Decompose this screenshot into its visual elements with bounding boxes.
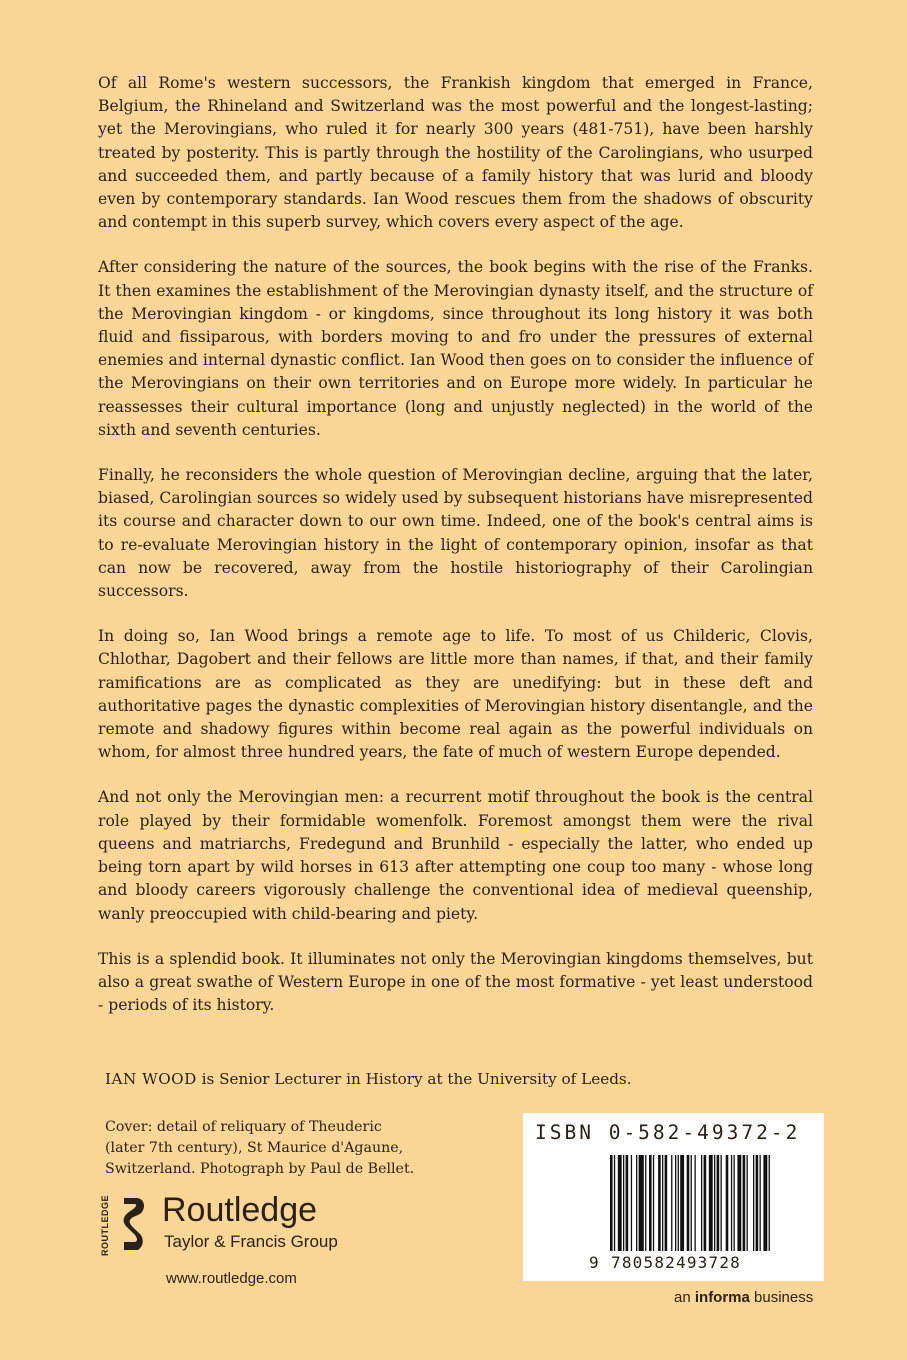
barcode-bar — [645, 1155, 646, 1251]
barcode-bar — [734, 1155, 735, 1251]
barcode-bar — [678, 1155, 679, 1251]
cover-credit: Cover: detail of reliquary of Theuderic (later 7th century), St Maurice d'Agaune, Switzerland. Photograph by Paul de Bellet. — [105, 1119, 415, 1177]
barcode-bar — [653, 1155, 654, 1251]
barcode-bar — [658, 1155, 661, 1251]
barcode-bar — [737, 1155, 741, 1251]
blurb-paragraph-5: And not only the Merovingian men: a recurrent motif throughout the book is the central role played by their formidable womenfolk. Foremost amongst them were the rival queens and matriarchs, Fredegund and Brunhild - especially the latter, who ended up being torn apart by wild horses in 613 after attempting one coup too many - whose long and bloody careers vigorously challenge the conventional idea of medieval queenship, wanly preoccupied with child-bearing and piety. — [98, 788, 813, 923]
barcode-bar — [636, 1155, 637, 1251]
publisher-logo — [100, 1190, 460, 1260]
author-bio — [105, 1070, 705, 1088]
author-name: IAN WOOD — [105, 1070, 197, 1088]
barcode-bar — [675, 1155, 676, 1251]
publisher-name: Routledge — [162, 1191, 318, 1229]
blurb-paragraph-2: After considering the nature of the sources, the book begins with the rise of the Franks. It then examines the establishment of the Merovingian dynasty itself, and the structure of the Merovingian kingdom - or kingdoms, since throughout its long history it was both fluid and fissiparous, with borders moving to and fro under the pressures of external enemies and internal dynastic conflict. Ian Wood then goes on to consider the influence of the Merovingians on their own territories and on Europe more widely. In particular he reassesses their cultural importance (long and unjustly neglected) in the world of the sixth and seventh centuries. — [98, 258, 813, 439]
barcode-bar — [695, 1155, 696, 1251]
blurb-paragraph-6: This is a splendid book. It illuminates not only the Merovingian kingdoms themselves, but also a great swathe of Western Europe in one of the most formative - yet least understood - periods of its history. — [98, 949, 813, 1015]
barcode-bar — [701, 1155, 702, 1251]
ean-first-digit: 9 — [589, 1253, 599, 1272]
barcode-bar — [743, 1155, 746, 1251]
barcode-bar — [726, 1155, 729, 1251]
blurb — [98, 72, 813, 1039]
barcode-bar — [671, 1155, 672, 1251]
barcode-bar — [747, 1155, 748, 1251]
barcode-bar — [680, 1155, 684, 1251]
barcode-bar — [623, 1155, 624, 1251]
barcode-bar — [649, 1155, 652, 1251]
blurb-paragraph-1: Of all Rome's western successors, the Frankish kingdom that emerged in France, Belgium, the Rhineland and Switzerland was the most powerful and the longest-lasting; yet the Merovingians, who ruled it for nearly 300 years (481-751), have been harshly treated by posterity. This is partly through the hostility of the Carolingians, who usurped and succeeded them, and partly because of a family history that was lurid and bloody even by contemporary standards. Ian Wood rescues them from the shadows of obscurity and contempt in this superb survey, which covers every aspect of the age. — [98, 74, 813, 232]
barcode-bar — [704, 1155, 707, 1251]
author-bio-text: is Senior Lecturer in History at the University of Leeds. — [196, 1070, 632, 1088]
barcode-bar — [631, 1155, 632, 1251]
barcode-bar — [626, 1155, 629, 1251]
barcode — [610, 1155, 808, 1251]
routledge-r-icon — [120, 1194, 148, 1254]
barcode-bar — [756, 1155, 759, 1251]
barcode-bar — [691, 1155, 692, 1251]
barcode-box — [523, 1113, 824, 1281]
publisher-group: Taylor & Francis Group — [164, 1232, 338, 1251]
blurb-paragraph-3: Finally, he reconsiders the whole question of Merovingian decline, arguing that the later, biased, Carolingian sources so widely used by subsequent historians have misrepresented its course and character down to our own time. Indeed, one of the book's central aims is to re-evaluate Merovingian history in the light of contemporary opinion, insofar as that can now be recovered, away from the hostile historiography of their Carolingian successors. — [98, 466, 813, 601]
barcode-bar — [714, 1155, 715, 1251]
informa-footer — [674, 1289, 813, 1306]
barcode-bar — [721, 1155, 722, 1251]
isbn-label: ISBN 0-582-49372-2 — [535, 1121, 801, 1144]
barcode-bar — [614, 1155, 615, 1251]
barcode-bar — [769, 1155, 770, 1251]
publisher-spine-mark: ROUTLEDGE — [100, 1194, 110, 1256]
informa-suffix: business — [749, 1289, 814, 1306]
informa-brand: informa — [694, 1289, 750, 1306]
barcode-bar — [639, 1155, 644, 1251]
ean-digits: 780582493728 — [611, 1253, 741, 1272]
barcode-bar — [760, 1155, 761, 1251]
barcode-bar — [731, 1155, 732, 1251]
barcode-bar — [618, 1155, 622, 1251]
barcode-bar — [662, 1155, 663, 1251]
barcode-bar — [709, 1155, 713, 1251]
informa-prefix: an — [674, 1289, 695, 1306]
blurb-paragraph-4: In doing so, Ian Wood brings a remote age to life. To most of us Childeric, Clovis, Chlothar, Dagobert and their fellows are little more than names, if that, and their family ramifications are as complicated as they are unedifying: but in these deft and authoritative pages the dynastic complexities of Merovingian history disentangle, and the remote and shadowy figures within become real again as the powerful individuals on whom, for almost three hundred years, the fate of much of western Europe depended. — [98, 627, 813, 762]
publisher-website: www.routledge.com — [166, 1270, 297, 1287]
barcode-bar — [687, 1155, 690, 1251]
barcode-bar — [717, 1155, 720, 1251]
barcode-bar — [763, 1155, 767, 1251]
barcode-bar — [753, 1155, 754, 1251]
barcode-bar — [610, 1155, 613, 1251]
barcode-bar — [665, 1155, 668, 1251]
